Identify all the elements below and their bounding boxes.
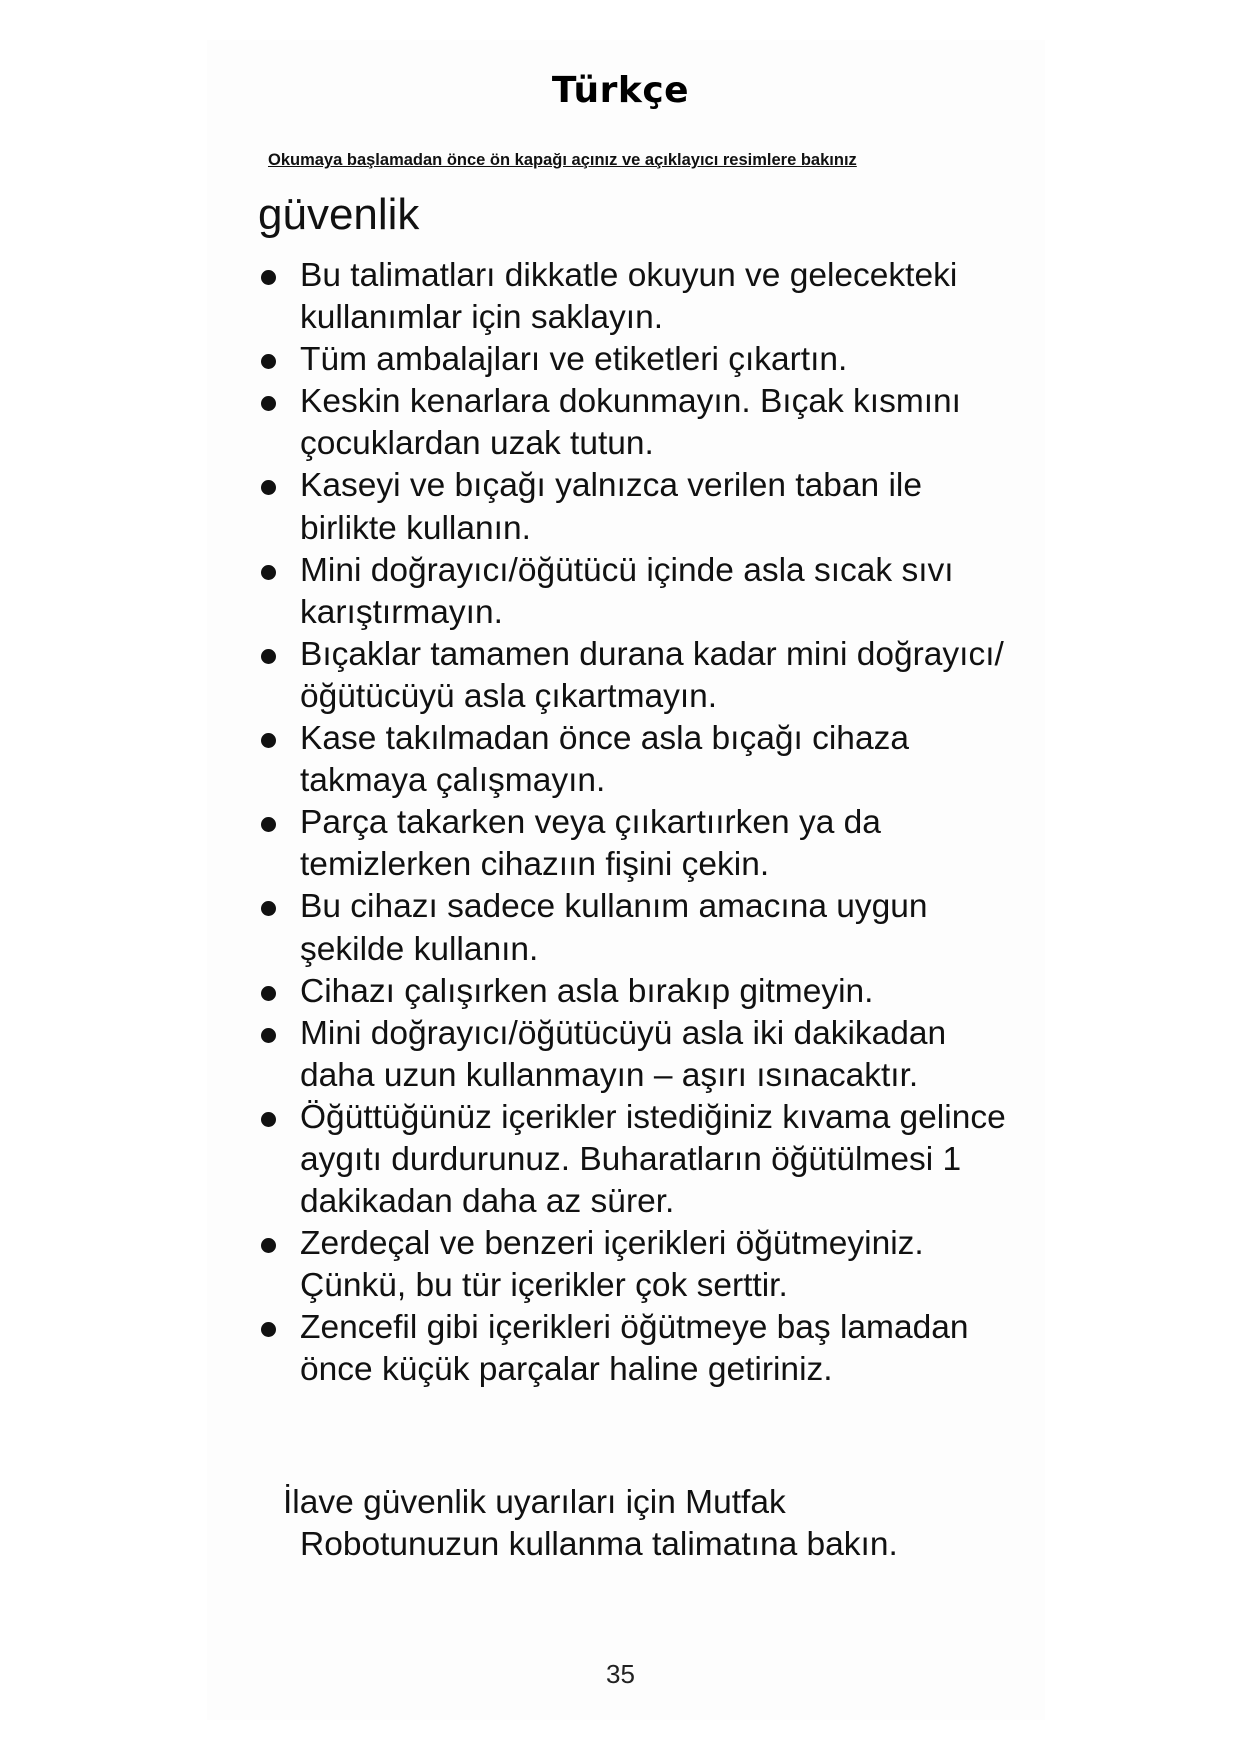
list-item xyxy=(258,971,1018,1013)
list-item-text: Öğüttüğünüz içerikler istediğiniz kıvama gelince aygıtı durdurunuz. Buharatların öğütülmesi 1 dakikadan daha az sürer. xyxy=(300,1098,1006,1221)
list-item xyxy=(258,886,1018,970)
list-item xyxy=(258,718,1018,802)
list-item-text: Kase takılmadan önce asla bıçağı cihaza takmaya çalışmayın. xyxy=(300,720,909,800)
bullet-icon xyxy=(261,986,276,1001)
list-item-text: Mini doğrayıcı/öğütücü içinde asla sıcak sıvı karıştırmayın. xyxy=(300,551,954,631)
list-item-text: Zencefil gibi içerikleri öğütmeye baş lamadan önce küçük parçalar haline getiriniz. xyxy=(300,1309,969,1389)
list-item-text: Bıçaklar tamamen durana kadar mini doğrayıcı/öğütücüyü asla çıkartmayın. xyxy=(300,635,1004,715)
list-item-text: Parça takarken veya çııkartıırken ya da temizlerken cihazıın fişini çekin. xyxy=(300,804,881,884)
list-item-text: Cihazı çalışırken asla bırakıp gitmeyin. xyxy=(300,972,874,1010)
list-item-text: Mini doğrayıcı/öğütücüyü asla iki dakikadan daha uzun kullanmayın – aşırı ısınacaktır. xyxy=(300,1014,947,1094)
list-item xyxy=(258,465,1018,549)
bullet-icon xyxy=(261,1322,276,1337)
section-heading: güvenlik xyxy=(258,190,420,239)
closing-note-line-1: İlave güvenlik uyarıları için Mutfak xyxy=(283,1484,786,1521)
instruction-note: Okumaya başlamadan önce ön kapağı açınız ve açıklayıcı resimlere bakınız xyxy=(268,151,857,169)
list-item xyxy=(258,634,1018,718)
bullet-icon xyxy=(261,1112,276,1127)
list-item xyxy=(258,1223,1018,1307)
bullet-icon xyxy=(261,1238,276,1253)
page-number: 35 xyxy=(606,1659,635,1689)
list-item xyxy=(258,1307,1018,1391)
list-item-text: Tüm ambalajları ve etiketleri çıkartın. xyxy=(300,341,848,379)
bullet-icon xyxy=(261,817,276,832)
list-item-text: Kaseyi ve bıçağı yalnızca verilen taban ile birlikte kullanın. xyxy=(300,467,922,547)
list-item xyxy=(258,255,1018,339)
list-item xyxy=(258,381,1018,465)
bullet-icon xyxy=(261,480,276,495)
list-item-text: Keskin kenarlara dokunmayın. Bıçak kısmını çocuklardan uzak tutun. xyxy=(300,383,961,463)
list-item-text: Zerdeçal ve benzeri içerikleri öğütmeyiniz. Çünkü, bu tür içerikler çok serttir. xyxy=(300,1225,924,1305)
list-item xyxy=(258,1097,1018,1223)
bullet-icon xyxy=(261,396,276,411)
list-item-text: Bu talimatları dikkatle okuyun ve gelecekteki kullanımlar için saklayın. xyxy=(300,257,958,337)
bullet-icon xyxy=(261,901,276,916)
list-item xyxy=(258,1013,1018,1097)
safety-list xyxy=(258,255,1018,1392)
bullet-icon xyxy=(261,354,276,369)
closing-note-line-2: Robotunuzun kullanma talimatına bakın. xyxy=(300,1526,898,1563)
closing-note xyxy=(283,1482,983,1566)
list-item xyxy=(258,339,1018,381)
bullet-icon xyxy=(261,270,276,285)
bullet-icon xyxy=(261,733,276,748)
bullet-icon xyxy=(261,649,276,664)
list-item xyxy=(258,550,1018,634)
list-item-text: Bu cihazı sadece kullanım amacına uygun şekilde kullanın. xyxy=(300,888,928,968)
bullet-icon xyxy=(261,565,276,580)
bullet-icon xyxy=(261,1028,276,1043)
language-title: Türkçe xyxy=(551,70,690,111)
list-item xyxy=(258,802,1018,886)
